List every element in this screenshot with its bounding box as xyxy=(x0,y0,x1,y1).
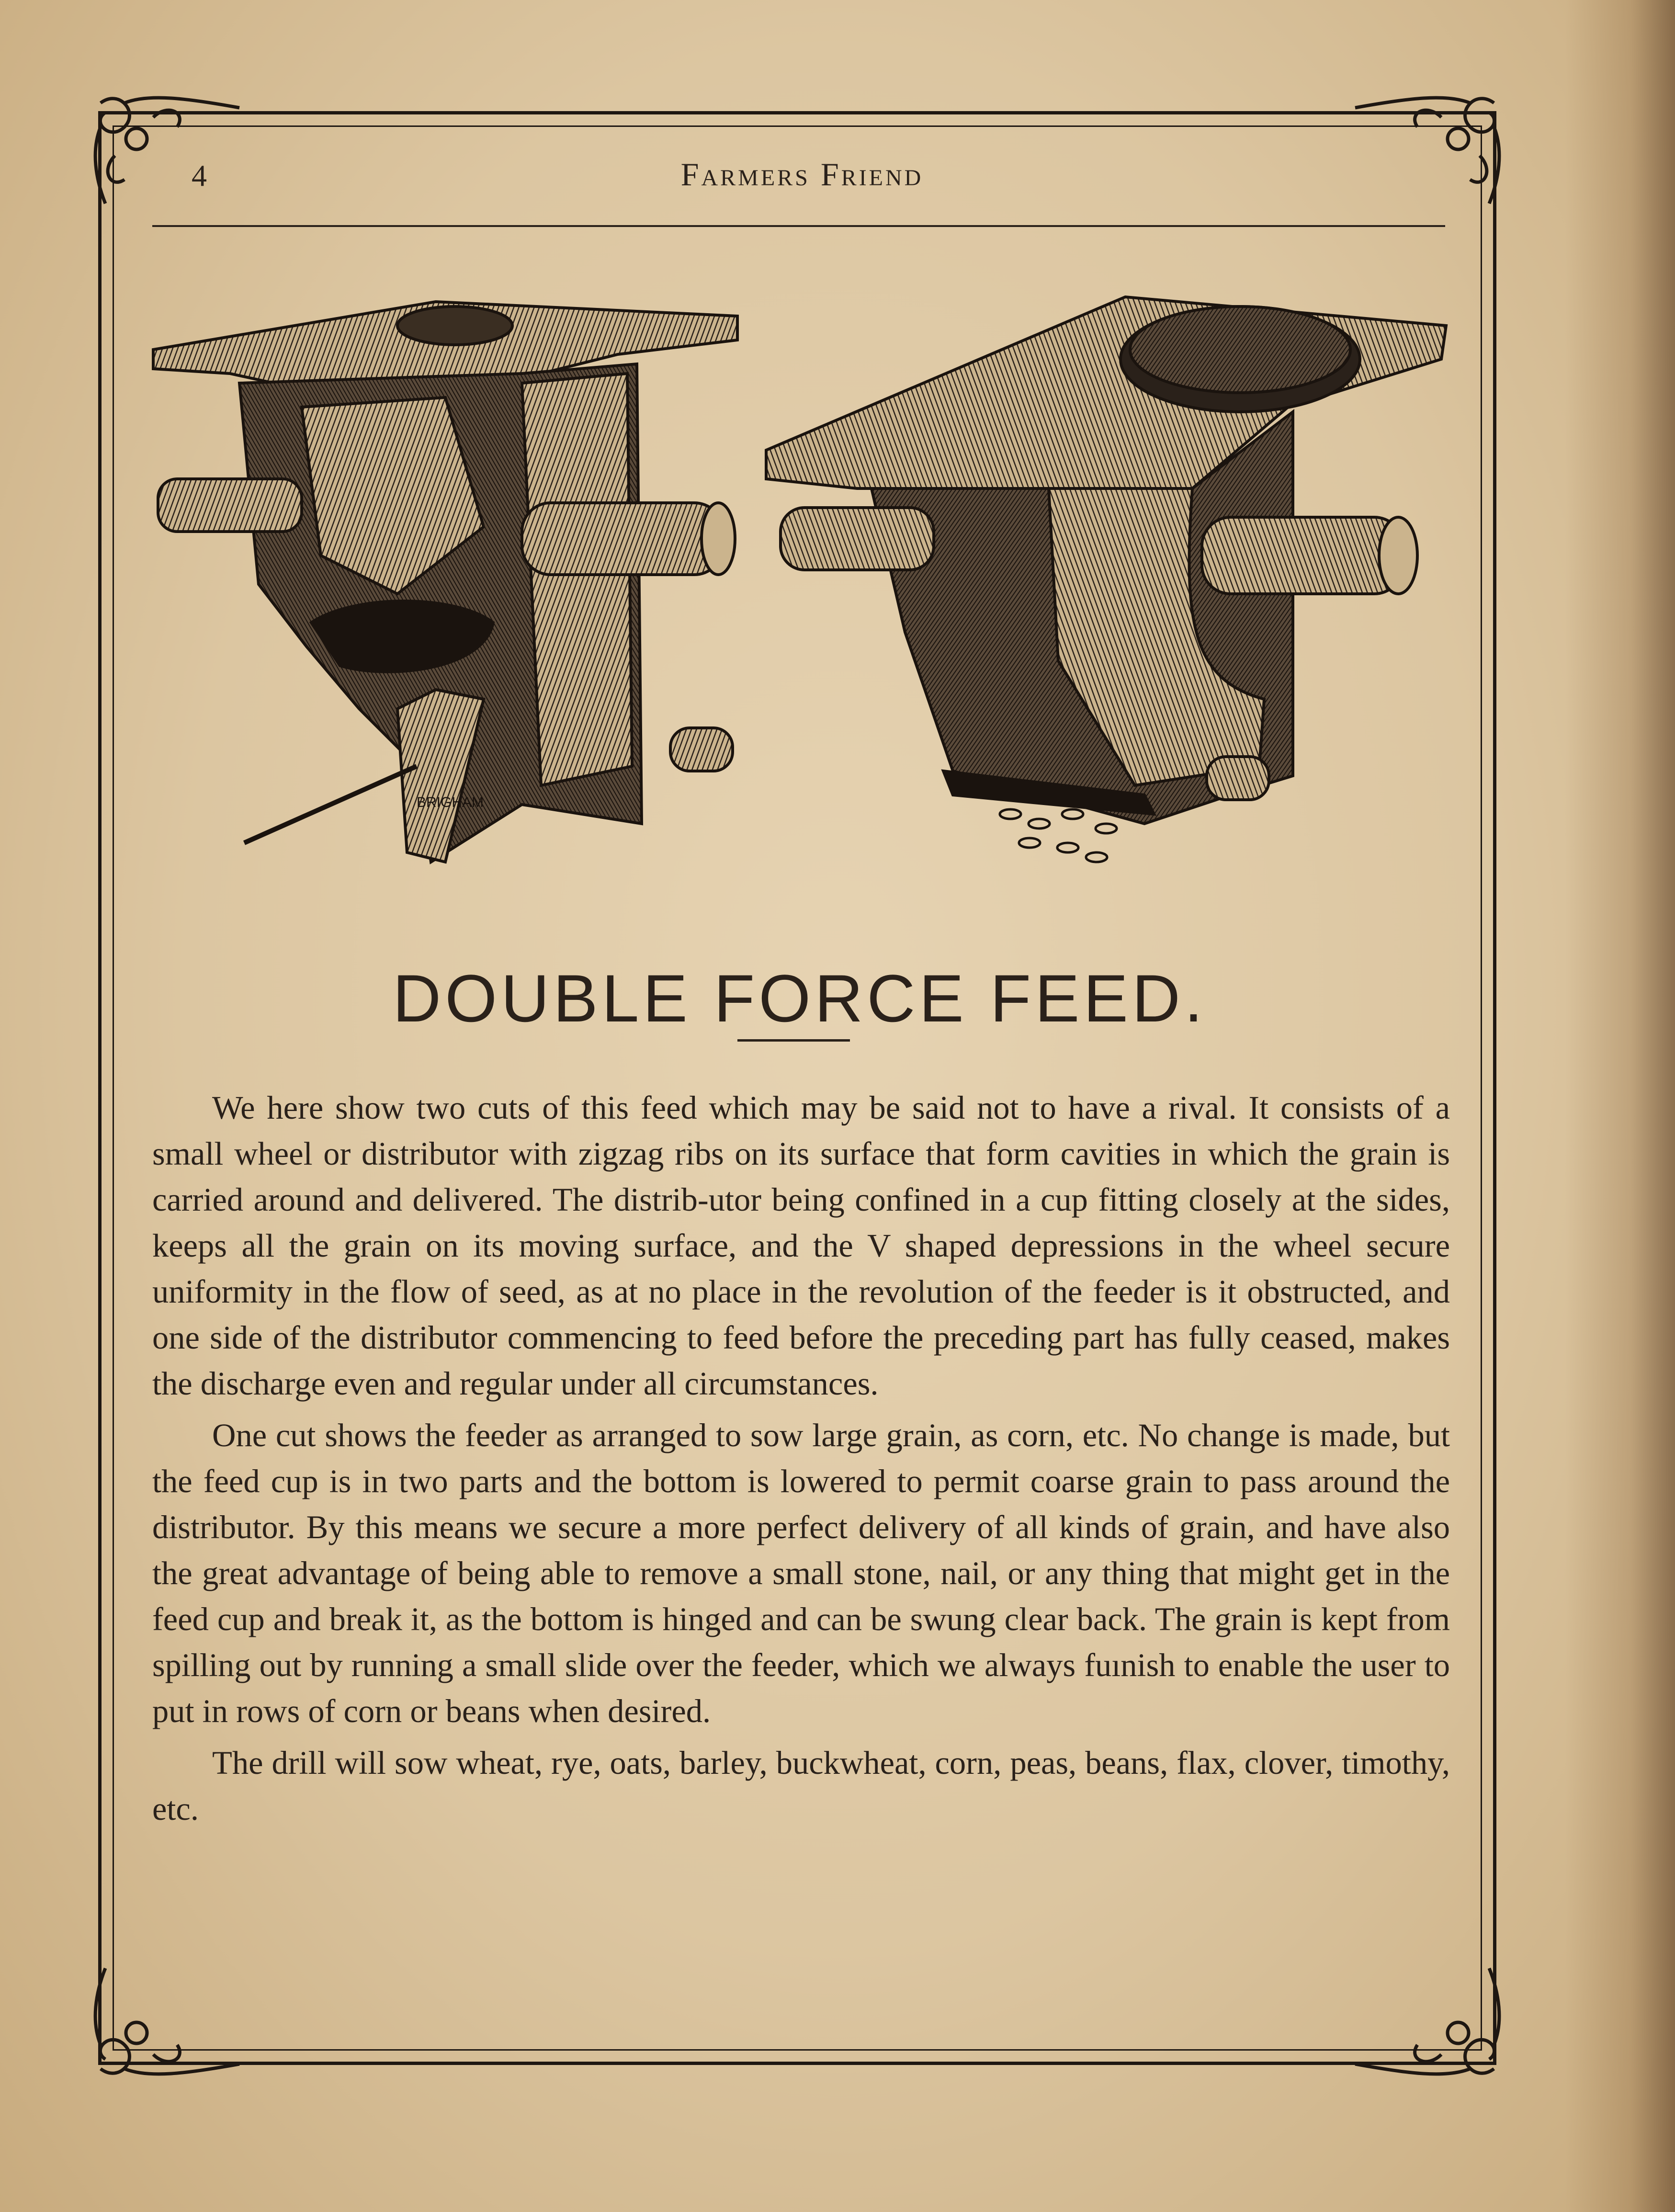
article-title: DOUBLE FORCE FEED. xyxy=(393,960,1207,1036)
paragraph-1: We here show two cuts of this feed which may be said not to have a rival. It consists of a small wheel or distributor with zigzag ribs on its surface that form cavities in which the grain is carried around and delivered. The distrib-utor being confined in a cup fitting closely at the sides, keeps all the grain on its moving surface, and the V shaped depressions in the wheel secure uniformity in the flow of seed, as at no place in the revolution of the feeder is it obstructed, and one side of the distributor commencing to feed before the preceding part has fully ceased, makes the discharge even and regular under all circumstances. xyxy=(152,1089,1450,1402)
feed-cup-illustration-right xyxy=(761,287,1451,867)
corner-ornament-top-right xyxy=(1341,84,1513,208)
corner-ornament-top-left xyxy=(81,84,254,208)
page-number: 4 xyxy=(192,159,207,193)
article-body xyxy=(152,1085,1450,1838)
corner-ornament-bottom-right xyxy=(1341,1963,1513,2088)
corner-ornament-bottom-left xyxy=(81,1963,254,2088)
header-rule xyxy=(152,225,1445,227)
paragraph-3: The drill will sow wheat, rye, oats, barley, buckwheat, corn, peas, beans, flax, clover, timothy, etc. xyxy=(152,1745,1450,1827)
engraver-signature: BRIGHAM xyxy=(417,794,484,810)
paragraph-2: One cut shows the feeder as arranged to sow large grain, as corn, etc. No change is made, but the feed cup is in two parts and the bottom is lowered to permit coarse grain to pass around the distributor. By this means we secure a more perfect delivery of all kinds of grain, and have also the great advantage of being able to remove a small stone, nail, or any thing that might get in the feed cup and break it, as the bottom is hinged and can be swung clear back. The grain is kept from spilling out by running a small slide over the feeder, which we always fuınish to enable the user to put in rows of corn or beans when desired. xyxy=(152,1417,1450,1729)
page-edge-shadow xyxy=(1565,0,1675,2212)
title-rule xyxy=(737,1039,850,1042)
feed-cup-illustration-left xyxy=(148,287,742,872)
running-title: Farmers Friend xyxy=(680,156,924,193)
